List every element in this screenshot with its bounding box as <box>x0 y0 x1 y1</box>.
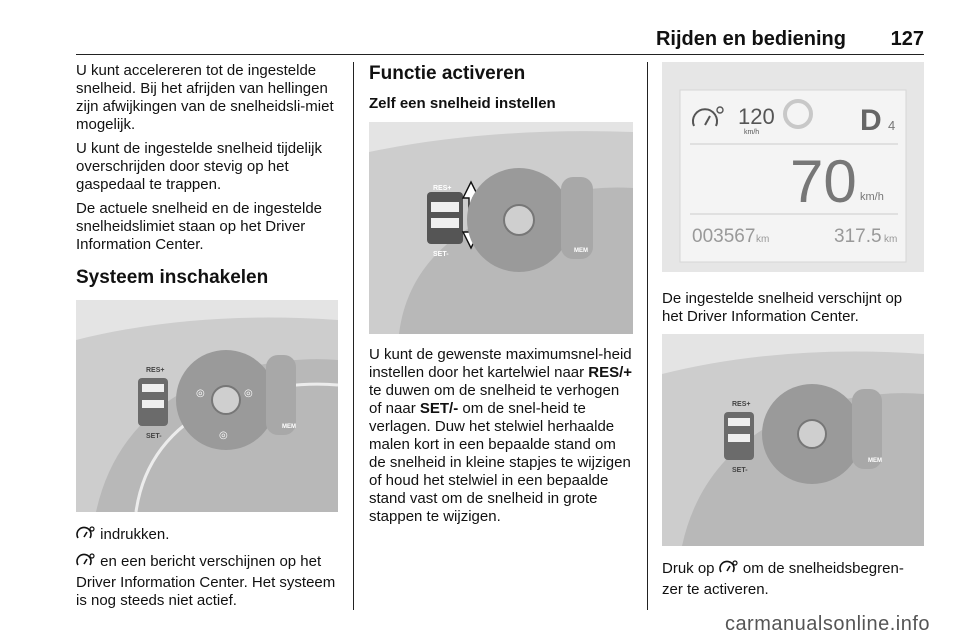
set-label: SET- <box>146 433 162 440</box>
svg-text:◎: ◎ <box>244 388 253 399</box>
gear-indicator: D <box>860 104 882 137</box>
set-label: SET- <box>433 251 449 258</box>
speed-limiter-icon <box>76 526 96 547</box>
paragraph: De actuele snelheid en de ingestelde snelheidslimiet staan op het Driver Information Center. <box>76 200 323 253</box>
paragraph <box>369 346 633 526</box>
odometer-unit: km <box>756 234 770 245</box>
page-number: 127 <box>890 28 924 50</box>
page-header <box>76 22 924 52</box>
paragraph <box>76 553 338 610</box>
paragraph-text: U kunt de gewenste maximumsnel-heid instellen door het kartelwiel naar <box>369 346 632 381</box>
paragraph-text: om de snel-heid te verlagen. Duw het stelwiel herhaalde malen kort in een bepaalde stand om de snelheid in kleine stapjes te wijzigen of houd het stelwiel in een bepaalde stand vast om de snelheid in grote stappen te wijzigen. <box>369 400 631 525</box>
limit-unit: km/h <box>744 129 760 136</box>
res-label: RES+ <box>433 185 452 192</box>
set-limit: 120 <box>738 104 775 129</box>
svg-text:◎: ◎ <box>219 430 228 441</box>
paragraph-text: om de snelheidsbegren-zer te activeren. <box>662 560 904 598</box>
mem-label: MEM <box>574 248 588 254</box>
subsection-heading: Zelf een snelheid instellen <box>369 95 556 112</box>
paragraph-text: en een bericht verschijnen op het Driver Information Center. Het systeem is nog steeds niet actief. <box>76 553 336 609</box>
gear-number: 4 <box>888 118 896 133</box>
dic-display <box>662 62 924 272</box>
res-label: RES+ <box>732 401 751 408</box>
steering-wheel-illustration <box>76 300 338 512</box>
column-divider <box>647 62 648 610</box>
thumbwheel-illustration <box>369 122 633 334</box>
speed-unit: km/h <box>860 191 884 203</box>
thumbwheel-figure <box>369 122 633 334</box>
svg-text:◎: ◎ <box>196 388 205 399</box>
paragraph-text: indrukken. <box>100 526 170 543</box>
column-1 <box>76 62 338 616</box>
speed-limiter-icon <box>719 560 739 581</box>
section-heading: Functie activeren <box>369 63 526 84</box>
set-label: SET- <box>732 467 748 474</box>
steering-wheel-illustration <box>662 334 924 546</box>
column-2 <box>369 62 633 532</box>
section-heading: Systeem inschakelen <box>76 267 269 288</box>
paragraph: U kunt de ingestelde snelheid tijdelijk overschrijden door stevig op het gaspedaal te trappen. <box>76 140 322 193</box>
trip-meter: 317.5 <box>834 226 882 247</box>
mem-label: MEM <box>868 458 882 464</box>
watermark: carmanualsonline.info <box>724 613 930 635</box>
res-label-text: RES/+ <box>588 364 633 381</box>
current-speed: 70 <box>790 148 857 215</box>
speed-limiter-icon <box>76 553 96 574</box>
paragraph <box>662 560 924 599</box>
paragraph-text: Druk op <box>662 560 715 577</box>
trip-unit: km <box>884 234 898 245</box>
driver-information-center-figure <box>662 62 924 272</box>
paragraph: De ingestelde snelheid verschijnt op het Driver Information Center. <box>662 290 903 325</box>
chapter-title: Rijden en bediening <box>655 28 846 50</box>
set-label-text: SET/- <box>419 400 459 417</box>
header-rule <box>76 54 924 55</box>
res-label: RES+ <box>146 367 165 374</box>
paragraph <box>76 526 338 547</box>
column-3 <box>662 62 924 605</box>
steering-wheel-controls-figure <box>662 334 924 546</box>
paragraph-text: te duwen om de snelheid te verhogen of naar <box>369 382 620 417</box>
mem-label: MEM <box>282 424 296 430</box>
steering-wheel-controls-figure <box>76 300 338 512</box>
odometer: 003567 <box>692 226 756 247</box>
column-divider <box>353 62 354 610</box>
paragraph: U kunt accelereren tot de ingestelde snelheid. Bij het afrijden van hellingen zijn afwijkingen van de snelheidsli-miet mogelijk. <box>76 62 334 133</box>
